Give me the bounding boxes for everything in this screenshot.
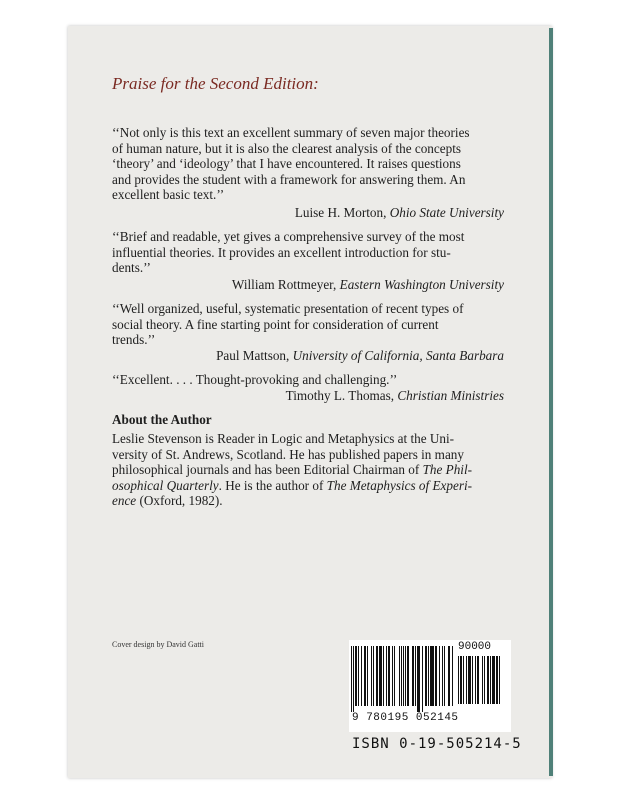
- isbn-number: ISBN 0-19-505214-5: [352, 736, 522, 752]
- barcode-digits: 9 780195 052145: [352, 712, 459, 724]
- quote-line: ‘‘Not only is this text an excellent summary of seven major theories: [112, 125, 470, 140]
- barcode-bar: [351, 646, 352, 712]
- about-author-body: [112, 431, 472, 509]
- barcode-bar: [407, 646, 409, 706]
- quote-line: ‘‘Brief and readable, yet gives a comprehensive survey of the most: [112, 229, 465, 244]
- barcode-bar: [353, 646, 354, 712]
- barcode-bar: [392, 646, 393, 706]
- quote-affiliation: Eastern Washington University: [339, 277, 504, 292]
- barcode-bar: [472, 656, 473, 704]
- quote-2-attribution: [232, 277, 504, 293]
- barcode-bar: [477, 656, 479, 704]
- about-text: philosophical journals and has been Editorial Chairman of: [112, 462, 423, 478]
- quote-2: [112, 229, 464, 276]
- barcode-bar: [415, 646, 416, 706]
- barcode-bar: [448, 646, 450, 706]
- barcode-bar: [394, 646, 395, 706]
- barcode-bar: [468, 656, 471, 704]
- quote-4: [112, 372, 397, 388]
- barcode-bar: [452, 646, 453, 706]
- barcode-bar: [403, 646, 404, 706]
- barcode-bar: [460, 656, 462, 704]
- quote-line: of human nature, but it is also the clearest analysis of the concepts: [112, 140, 461, 156]
- barcode-bar: [388, 646, 390, 706]
- quote-line: ‘‘Excellent. . . . Thought-provoking and challenging.’’: [112, 372, 398, 387]
- cover-design-credit: Cover design by David Gatti: [112, 640, 204, 649]
- barcode-bar: [466, 656, 467, 704]
- praise-heading: Praise for the Second Edition:: [112, 74, 319, 93]
- barcode-bar: [412, 646, 414, 706]
- barcode-bar: [428, 646, 429, 706]
- about-line: Leslie Stevenson is Reader in Logic and Metaphysics at the Uni-: [112, 431, 455, 446]
- barcode-bar: [386, 646, 387, 706]
- quote-author: Luise H. Morton,: [294, 205, 387, 220]
- about-line: [112, 462, 472, 478]
- barcode-bar: [417, 646, 420, 712]
- barcode-bar: [376, 646, 378, 706]
- journal-title-cont: osophical Quarterly: [112, 477, 219, 493]
- barcode-bar: [425, 646, 427, 706]
- about-text: (Oxford, 1982).: [136, 493, 223, 509]
- quote-line: and provides the student with a framework for answering them. An: [112, 171, 466, 187]
- barcode-bar: [435, 646, 437, 706]
- book-title-cont: ence: [112, 493, 137, 509]
- barcode-bar: [499, 656, 500, 704]
- barcode-bar: [463, 656, 464, 704]
- journal-title: The Phil-: [422, 462, 473, 478]
- barcode-bar: [399, 646, 400, 706]
- quote-line: dents.’’: [112, 260, 151, 276]
- about-line: versity of St. Andrews, Scotland. He has published papers in many: [112, 446, 464, 462]
- about-author-heading: About the Author: [112, 412, 212, 427]
- barcode-bar: [364, 646, 366, 706]
- barcode-bar: [442, 646, 443, 706]
- barcode-bar: [439, 646, 440, 706]
- quote-line: ‘‘Well organized, useful, systematic presentation of recent types of: [112, 301, 464, 316]
- quote-line: influential theories. It provides an excellent introduction for stu-: [112, 244, 451, 260]
- barcode-bar: [430, 646, 434, 706]
- barcode-bar: [458, 656, 459, 704]
- barcode-bar: [383, 646, 384, 706]
- price-barcode-graphic: [458, 656, 506, 710]
- quote-affiliation: Ohio State University: [389, 205, 504, 220]
- barcode-bar: [401, 646, 402, 706]
- barcode-bar: [367, 646, 368, 706]
- barcode-bar: [361, 646, 362, 706]
- barcode-bar: [379, 646, 382, 706]
- quote-1: [112, 125, 470, 203]
- spine-edge: [549, 28, 553, 776]
- barcode-bar: [405, 646, 406, 706]
- quote-line: social theory. A fine starting point for consideration of current: [112, 316, 439, 332]
- quote-4-attribution: [286, 388, 504, 404]
- barcode-bar: [484, 656, 485, 704]
- barcode-price-code: 90000: [458, 641, 492, 653]
- barcode-bar: [373, 646, 374, 706]
- barcode-bar: [490, 656, 491, 704]
- quote-author: William Rottmeyer,: [231, 277, 337, 292]
- about-text: . He is the author of: [218, 477, 327, 493]
- barcode-bar: [496, 656, 498, 704]
- quote-author: Paul Mattson,: [216, 348, 290, 363]
- quote-line: excellent basic text.’’: [112, 187, 225, 203]
- barcode-bar: [355, 646, 357, 706]
- ean-barcode-graphic: [351, 646, 453, 712]
- quote-line: ‘theory’ and ‘ideology’ that I have encountered. It raises questions: [112, 156, 461, 172]
- about-line: [112, 478, 472, 494]
- barcode-bar: [475, 656, 476, 704]
- quote-affiliation: Christian Ministries: [397, 388, 504, 403]
- barcode-bar: [371, 646, 372, 706]
- about-line: [112, 493, 472, 509]
- quote-author: Timothy L. Thomas,: [285, 388, 395, 403]
- quote-line: trends.’’: [112, 332, 156, 348]
- quote-affiliation: University of California, Santa Barbara: [292, 348, 504, 363]
- barcode-bar: [422, 646, 423, 712]
- quote-3-attribution: [216, 348, 504, 364]
- barcode-bar: [358, 646, 359, 706]
- barcode-bar: [444, 646, 445, 706]
- book-title: The Metaphysics of Experi-: [326, 477, 473, 493]
- barcode-bar: [487, 656, 489, 704]
- quote-3: [112, 301, 463, 348]
- quote-1-attribution: [295, 205, 504, 221]
- barcode-bar: [492, 656, 495, 704]
- barcode-bar: [482, 656, 483, 704]
